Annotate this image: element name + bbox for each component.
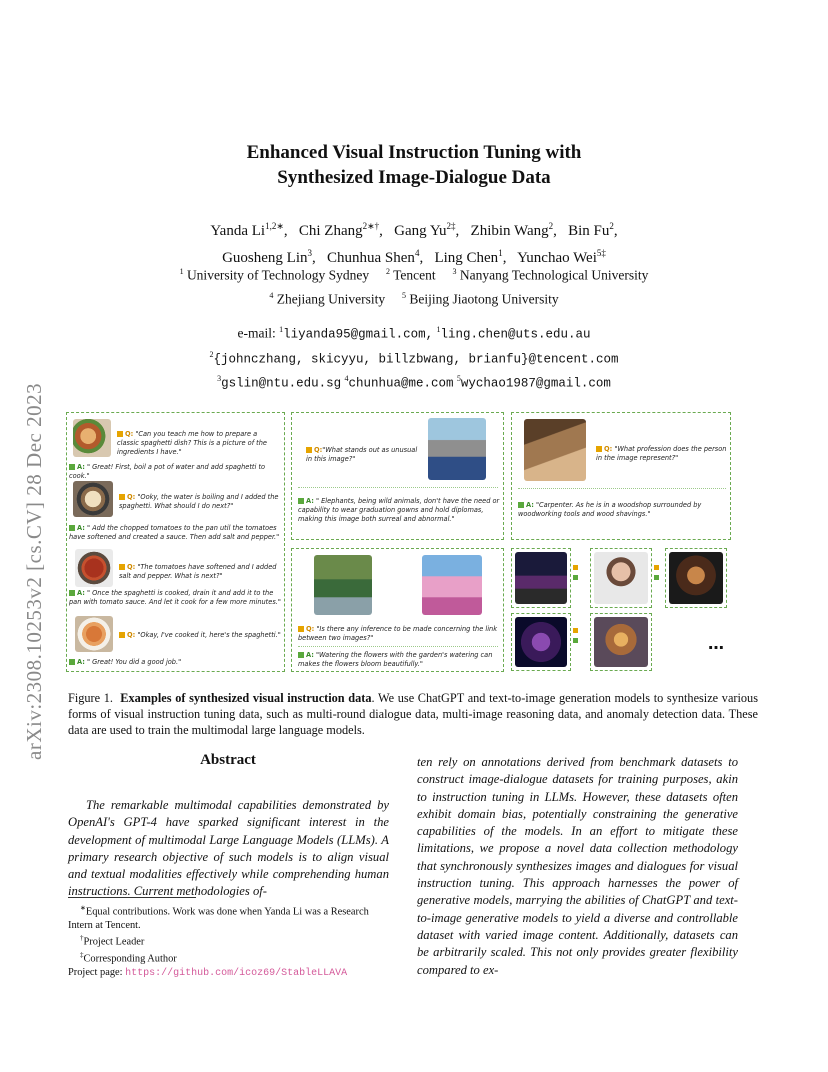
q-label: Q:	[604, 445, 613, 453]
answer-icon	[69, 464, 75, 470]
answer-icon	[69, 590, 75, 596]
question-marker	[573, 565, 578, 570]
dialogue-answer	[69, 524, 283, 542]
author-list	[0, 215, 828, 269]
footnote-text: Equal contributions. Work was done when Yanda Li was a Research Intern at Tencent.	[68, 906, 369, 931]
multi-image-answer	[298, 651, 500, 669]
a-label: A:	[526, 501, 534, 509]
author-sup: 3	[307, 248, 313, 258]
affil-sup: 3	[452, 267, 457, 276]
email-line-1	[0, 320, 828, 345]
title-line-1: Enhanced Visual Instruction Tuning with	[246, 142, 582, 163]
elephant-graduate-image	[428, 418, 486, 480]
email-address[interactable]: gslin@ntu.edu.sg	[221, 376, 342, 391]
q-label: Q:	[127, 563, 136, 571]
question-text: "What profession does the person in the image represent?"	[596, 445, 727, 462]
author-line-2: Guosheng Lin$^3$, Chunhua Shen$^4$, Ling Chen$^1$, Yunchao Wei$^{5\ddagger}$	[222, 248, 606, 266]
affil-sup: 4	[269, 290, 274, 300]
author-line-1: Yanda $Li^{1,2∗}$, Chi Zhang$^{2∗\dagger}$, Gang $Yu^{2\ddagger}$, Zhibin Wang$^2$, Bin Fu$^2$,	[210, 221, 618, 239]
author-sup: 2‡	[446, 221, 456, 231]
profession-card	[511, 412, 731, 540]
profession-question	[596, 445, 728, 463]
q-label: Q:	[127, 493, 136, 501]
thumbnail-card	[665, 548, 727, 608]
footnote-text: Corresponding Author	[83, 953, 177, 965]
author: Bin Fu	[568, 223, 610, 239]
abstract-heading: Abstract	[200, 752, 256, 768]
teapot-image	[515, 617, 567, 667]
q-label: Q:	[314, 446, 323, 454]
dialogue-card	[66, 412, 285, 672]
author-sup: 2∗†	[362, 221, 380, 231]
footnotes	[68, 902, 393, 981]
car-image	[515, 552, 567, 604]
carpenter-image	[524, 419, 586, 481]
question-icon	[119, 494, 125, 500]
email-line-2	[0, 345, 828, 370]
q-label: Q:	[125, 430, 134, 438]
doctor-image	[594, 552, 648, 604]
a-label: A:	[77, 463, 85, 471]
question-icon	[119, 564, 125, 570]
affiliation-line-2	[0, 286, 828, 310]
multi-image-question	[298, 625, 498, 643]
answer-text: "Carpenter. As he is in a woodshop surrounded by woodworking tools and wood shavings."	[518, 501, 702, 518]
email-sup: 3	[217, 374, 222, 383]
author-sup: 5‡	[596, 248, 606, 258]
more-examples-ellipsis: …	[708, 634, 724, 653]
spaghetti-image	[75, 616, 113, 652]
caption-label: Figure 1.	[68, 691, 113, 705]
a-label: A:	[306, 497, 314, 505]
q-label: Q:	[127, 631, 136, 639]
multi-image-card	[291, 548, 504, 672]
affiliation: Nanyang Technological University	[459, 267, 649, 283]
affiliation-line-1	[0, 262, 828, 286]
author-sup: 1,2∗	[265, 221, 284, 231]
footnote-equal	[68, 902, 393, 932]
answer-text: " Add the chopped tomatoes to the pan util the tomatoes have softened and created a sauce. Then add salt and pepper."	[69, 524, 280, 541]
answer-icon	[298, 498, 304, 504]
author: Gang Yu	[394, 223, 447, 239]
email-block	[0, 320, 828, 394]
affiliation: University of Technology Sydney	[186, 267, 370, 283]
question-text: "Can you teach me how to prepare a classic spaghetti dish? This is a picture of the ingredients I have."	[117, 430, 267, 456]
answer-text: " Elephants, being wild animals, don't have the need or capability to wear graduation gowns and hold diplomas, making this image both surreal and abnormal."	[298, 497, 500, 523]
question-text: "What stands out as unusual in this image?"	[306, 446, 418, 463]
dialogue-question	[119, 493, 279, 511]
watering-can-image	[314, 555, 372, 615]
affiliation: Tencent	[393, 267, 436, 283]
affiliation: Beijing Jiaotong University	[409, 291, 559, 306]
footnote-leader	[68, 932, 393, 949]
footnote-mark: ‡	[80, 951, 84, 960]
arxiv-identifier: arXiv:2308.10253v2 [cs.CV] 28 Dec 2023	[22, 382, 46, 760]
author-sup: 2	[548, 221, 554, 231]
boiling-pot-image	[73, 481, 113, 517]
ingredients-image	[73, 419, 111, 457]
answer-text: " Great! First, boil a pot of water and add spaghetti to cook."	[69, 463, 266, 480]
question-marker	[654, 565, 659, 570]
email-sup: 5	[456, 374, 461, 383]
question-text: "Ooky, the water is boiling and I added the spaghetti. What should I do next?"	[119, 493, 279, 510]
question-text: "Okay, I've cooked it, here's the spaghetti."	[137, 631, 281, 639]
paper-title	[0, 140, 828, 190]
answer-icon	[518, 502, 524, 508]
thumbnail-card	[511, 613, 571, 671]
answer-text: " Once the spaghetti is cooked, drain it and add it to the pan with tomato sauce. And let it cook for a few more minutes."	[69, 589, 281, 606]
anomaly-answer	[298, 497, 500, 524]
author: Guosheng Lin	[222, 250, 308, 266]
email-address[interactable]: chunhua@me.com	[348, 376, 454, 391]
figure-caption	[68, 690, 758, 738]
email-sup: 1	[436, 325, 441, 334]
email-address[interactable]: ling.chen@uts.edu.au	[440, 327, 591, 342]
answer-text: " Great! You did a good job."	[86, 658, 182, 666]
answer-marker	[654, 575, 659, 580]
anomaly-card	[291, 412, 504, 540]
author: Chunhua Shen	[327, 250, 415, 266]
question-text: "Is there any inference to be made concerning the link between two images?"	[298, 625, 498, 642]
author-sup: 4	[414, 248, 420, 258]
author-sup: 2	[609, 221, 614, 231]
email-sup: 2	[209, 349, 214, 359]
footnote-mark: ∗	[80, 904, 86, 912]
a-label: A:	[77, 589, 85, 597]
robot-figure-image	[594, 617, 648, 667]
dialogue-answer	[69, 463, 283, 481]
dialogue-question	[119, 563, 279, 581]
separator	[298, 646, 498, 647]
thumbnail-card	[590, 613, 652, 671]
footnote-text: Project Leader	[83, 936, 145, 948]
author: Ling Chen	[434, 250, 499, 266]
footnote-corresponding	[68, 949, 393, 966]
separator	[298, 487, 498, 488]
a-label: A:	[77, 658, 85, 666]
abstract-left-column: The remarkable multimodal capabilities demonstrated by OpenAI's GPT-4 have sparked significant interest in the development of multimodal Large Language Models (LLMs). A primary research objective of such models is to align visual and textual modalities effectively while comprehending human instructions. Current methodologies of-	[68, 798, 389, 899]
author: Yanda Li	[210, 223, 266, 239]
email-address[interactable]: {johnczhang, skicyyu, billzbwang, brianfu}@tencent.com	[213, 352, 619, 366]
title-line-2: Synthesized Image-Dialogue Data	[277, 167, 551, 188]
email-label: e-mail:	[237, 325, 276, 341]
project-link[interactable]: https://github.com/icoz69/StableLLAVA	[125, 968, 348, 980]
footnote-rule	[68, 897, 196, 898]
thumbnail-card	[511, 548, 571, 608]
email-address[interactable]: liyanda95@gmail.com,	[283, 327, 434, 342]
question-icon	[119, 632, 125, 638]
affiliation: Zhejiang University	[276, 291, 386, 306]
affiliations	[0, 262, 828, 309]
abstract-right-column: ten rely on annotations derived from benchmark datasets to construct image-dialogue datasets for training purposes, akin to instruction tuning in LLMs. However, these datasets often exhibit domain bias, potentially constraining the generative capabilities of the models. In an effort to mitigate these limitations, we propose a novel data collection methodology that synchronously synthesizes images and dialogues for visual instruction tuning. This approach harnesses the power of generative models, marrying the abilities of ChatGPT and text-to-image generative models to yield a diverse and controllable dataset with varied image content. Additionally, datasets can be arbitrarily scaled. This not only provides greater flexibility compared to ex-	[417, 755, 738, 977]
author: Zhibin Wang	[470, 223, 549, 239]
answer-icon	[69, 659, 75, 665]
dialogue-question	[117, 430, 277, 457]
dialogue-answer	[69, 658, 283, 667]
a-label: A:	[306, 651, 314, 659]
caption-text: . We use ChatGPT and text-to-image generation models to synthesize various forms of visual instruction tuning data, such as multi-round dialogue data, multi-image reasoning data, and anomaly detection data. These data are used to train the multimodal large language models.	[68, 691, 758, 737]
affil-sup: 1	[179, 267, 184, 276]
project-page	[68, 966, 393, 981]
answer-icon	[69, 525, 75, 531]
author: Yunchao Wei	[517, 250, 597, 266]
question-icon	[306, 447, 312, 453]
anomaly-question	[306, 446, 424, 464]
email-sup: 4	[344, 374, 349, 383]
affil-sup: 2	[385, 267, 390, 276]
email-sup: 1	[279, 325, 284, 334]
question-icon	[596, 446, 602, 452]
question-icon	[117, 431, 123, 437]
a-label: A:	[77, 524, 85, 532]
blooming-flowers-image	[422, 555, 482, 615]
answer-text: "Watering the flowers with the garden's watering can makes the flowers bloom beautifully."	[298, 651, 493, 668]
separator	[518, 488, 726, 489]
question-marker	[573, 628, 578, 633]
guitarist-image	[669, 552, 723, 604]
email-line-3	[0, 369, 828, 394]
author: Chi Zhang	[298, 223, 363, 239]
author-sup: 1	[498, 248, 503, 258]
thumbnail-card	[590, 548, 652, 608]
question-text: "The tomatoes have softened and I added salt and pepper. What is next?"	[119, 563, 277, 580]
footnote-mark: †	[80, 934, 84, 943]
answer-marker	[573, 638, 578, 643]
profession-answer	[518, 501, 724, 519]
question-icon	[298, 626, 304, 632]
project-label: Project page:	[68, 967, 123, 979]
answer-icon	[298, 652, 304, 658]
caption-bold: Examples of synthesized visual instruction data	[120, 691, 372, 705]
answer-marker	[573, 575, 578, 580]
q-label: Q:	[306, 625, 315, 633]
affil-sup: 5	[401, 290, 406, 300]
dialogue-answer	[69, 589, 283, 607]
tomato-sauce-image	[75, 549, 113, 587]
dialogue-question	[119, 631, 281, 640]
email-address[interactable]: wychao1987@gmail.com	[460, 376, 611, 391]
